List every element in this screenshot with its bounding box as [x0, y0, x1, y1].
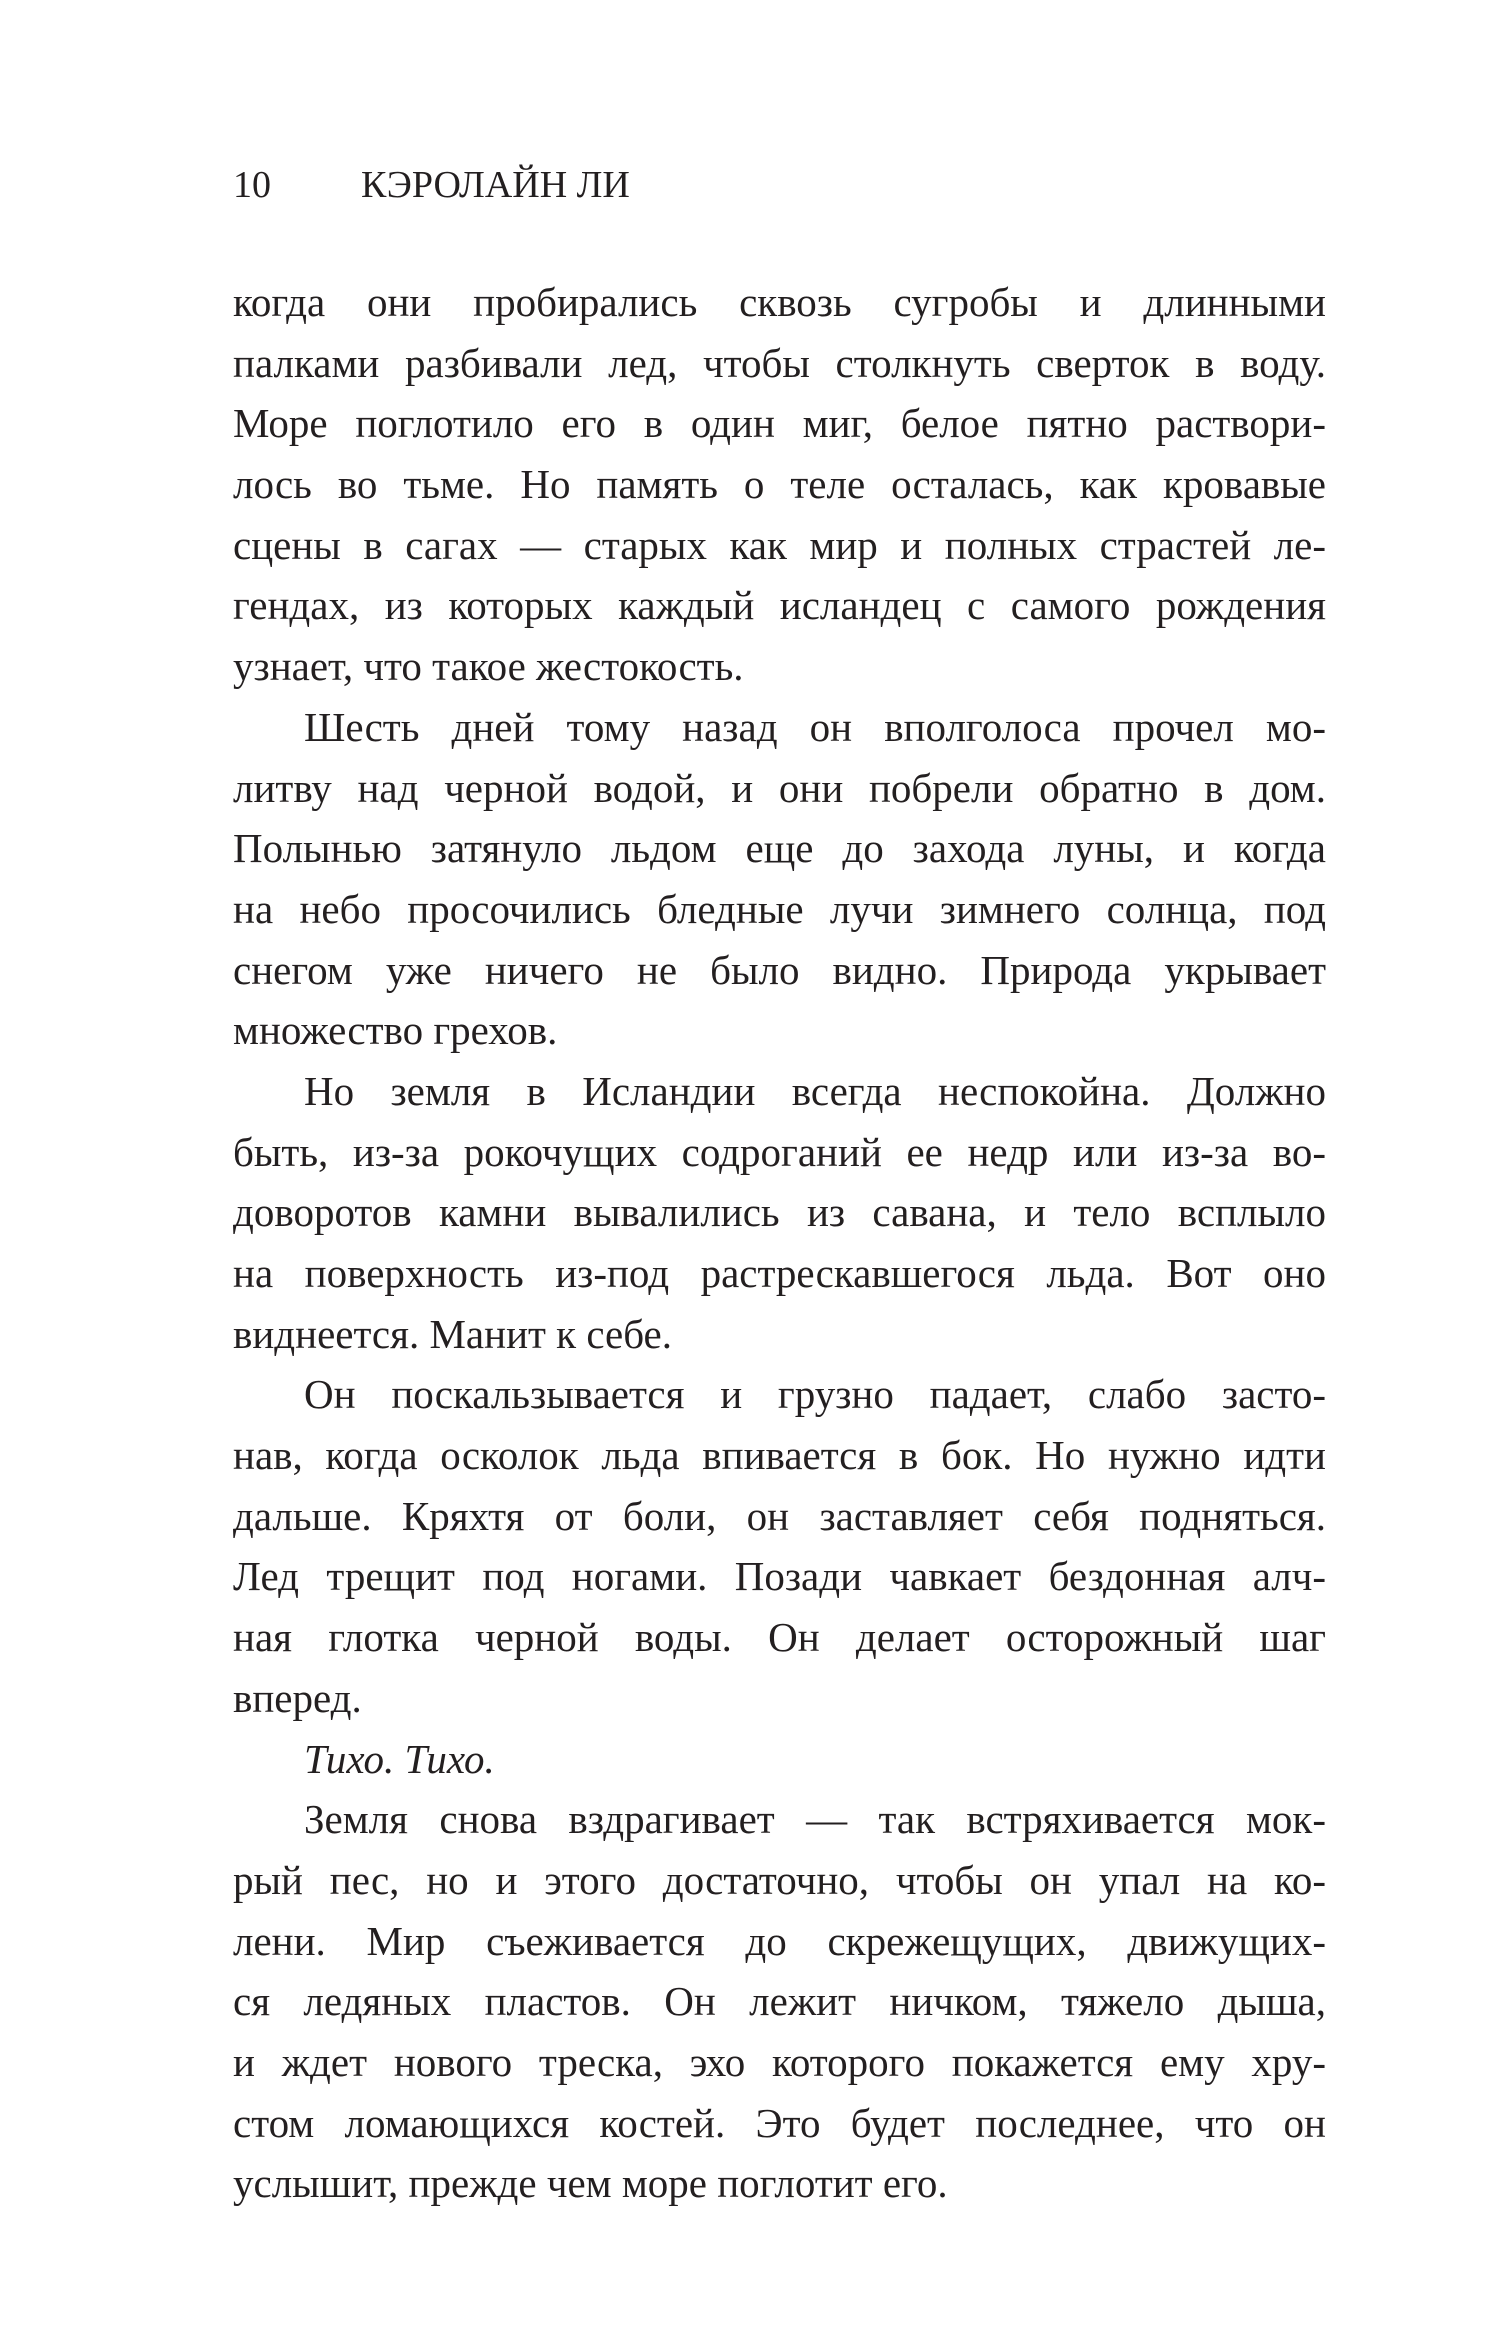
author-name: КЭРОЛАЙН ЛИ: [361, 164, 630, 206]
text-line: когда они пробирались сквозь сугробы и длинными: [233, 279, 1326, 325]
text-line: узнает, что такое жестокость.: [233, 643, 744, 690]
text-line: лени. Мир съеживается до скрежещущих, движущих-: [233, 1917, 1326, 1964]
text-line: лось во тьме. Но память о теле осталась, как кровавые: [233, 461, 1326, 508]
text-line: стом ломающихся костей. Это будет последнее, что он: [233, 2099, 1326, 2146]
text-line: Он поскальзывается и грузно падает, слабо засто-: [304, 1371, 1326, 1418]
paragraph: [233, 1061, 1326, 1364]
text-line: вперед.: [233, 1674, 362, 1721]
text-line: ная глотка черной воды. Он делает осторожный шаг: [233, 1614, 1326, 1661]
text-line: услышит, прежде чем море поглотит его.: [233, 2160, 948, 2207]
text-line: Полынью затянуло льдом еще до захода луны, и когда: [233, 825, 1326, 872]
text-line: на поверхность из-под растрескавшегося льда. Вот оно: [233, 1250, 1326, 1296]
text-line: Но земля в Исландии всегда неспокойна. Должно: [304, 1067, 1326, 1114]
text-line: палками разбивали лед, чтобы столкнуть сверток в воду.: [233, 339, 1326, 386]
text-line: Море поглотило его в один миг, белое пятно раствори-: [233, 400, 1326, 447]
text-line: Тихо. Тихо.: [304, 1735, 495, 1782]
text-line: Шесть дней тому назад он вполголоса прочел мо-: [304, 703, 1326, 750]
paragraph: [233, 1364, 1326, 1728]
body-text: [233, 272, 1326, 2214]
text-line: Лед трещит под ногами. Позади чавкает бездонная алч-: [233, 1553, 1326, 1600]
paragraph: [233, 272, 1326, 697]
running-head: [233, 160, 630, 210]
text-line: ся ледяных пластов. Он лежит ничком, тяжело дыша,: [233, 1978, 1326, 2025]
text-line: и ждет нового треска, эхо которого покажется ему хру-: [233, 2038, 1326, 2085]
paragraph: [233, 697, 1326, 1061]
text-line: литву над черной водой, и они побрели обратно в дом.: [233, 764, 1326, 811]
page-number: 10: [233, 164, 271, 206]
italic-paragraph: [233, 1729, 1326, 1790]
text-line: рый пес, но и этого достаточно, чтобы он упал на ко-: [233, 1856, 1326, 1903]
text-line: снегом уже ничего не было видно. Природа укрывает: [233, 946, 1326, 993]
text-line: множество грехов.: [233, 1007, 558, 1054]
text-line: гендах, из которых каждый исландец с самого рождения: [233, 582, 1326, 629]
text-line: дальше. Кряхтя от боли, он заставляет себя подняться.: [233, 1492, 1326, 1539]
text-line: сцены в сагах — старых как мир и полных страстей ле-: [233, 521, 1326, 568]
text-line: нав, когда осколок льда впивается в бок. Но нужно идти: [233, 1432, 1326, 1479]
text-line: доворотов камни вывалились из савана, и тело всплыло: [233, 1189, 1326, 1236]
text-line: быть, из-за рокочущих содроганий ее недр или из-за во-: [233, 1128, 1326, 1175]
text-line: виднеется. Манит к себе.: [233, 1310, 673, 1357]
text-line: Земля снова вздрагивает — так встряхивается мок-: [304, 1796, 1326, 1843]
text-line: на небо просочились бледные лучи зимнего солнца, под: [233, 885, 1326, 932]
paragraph: [233, 1789, 1326, 2214]
